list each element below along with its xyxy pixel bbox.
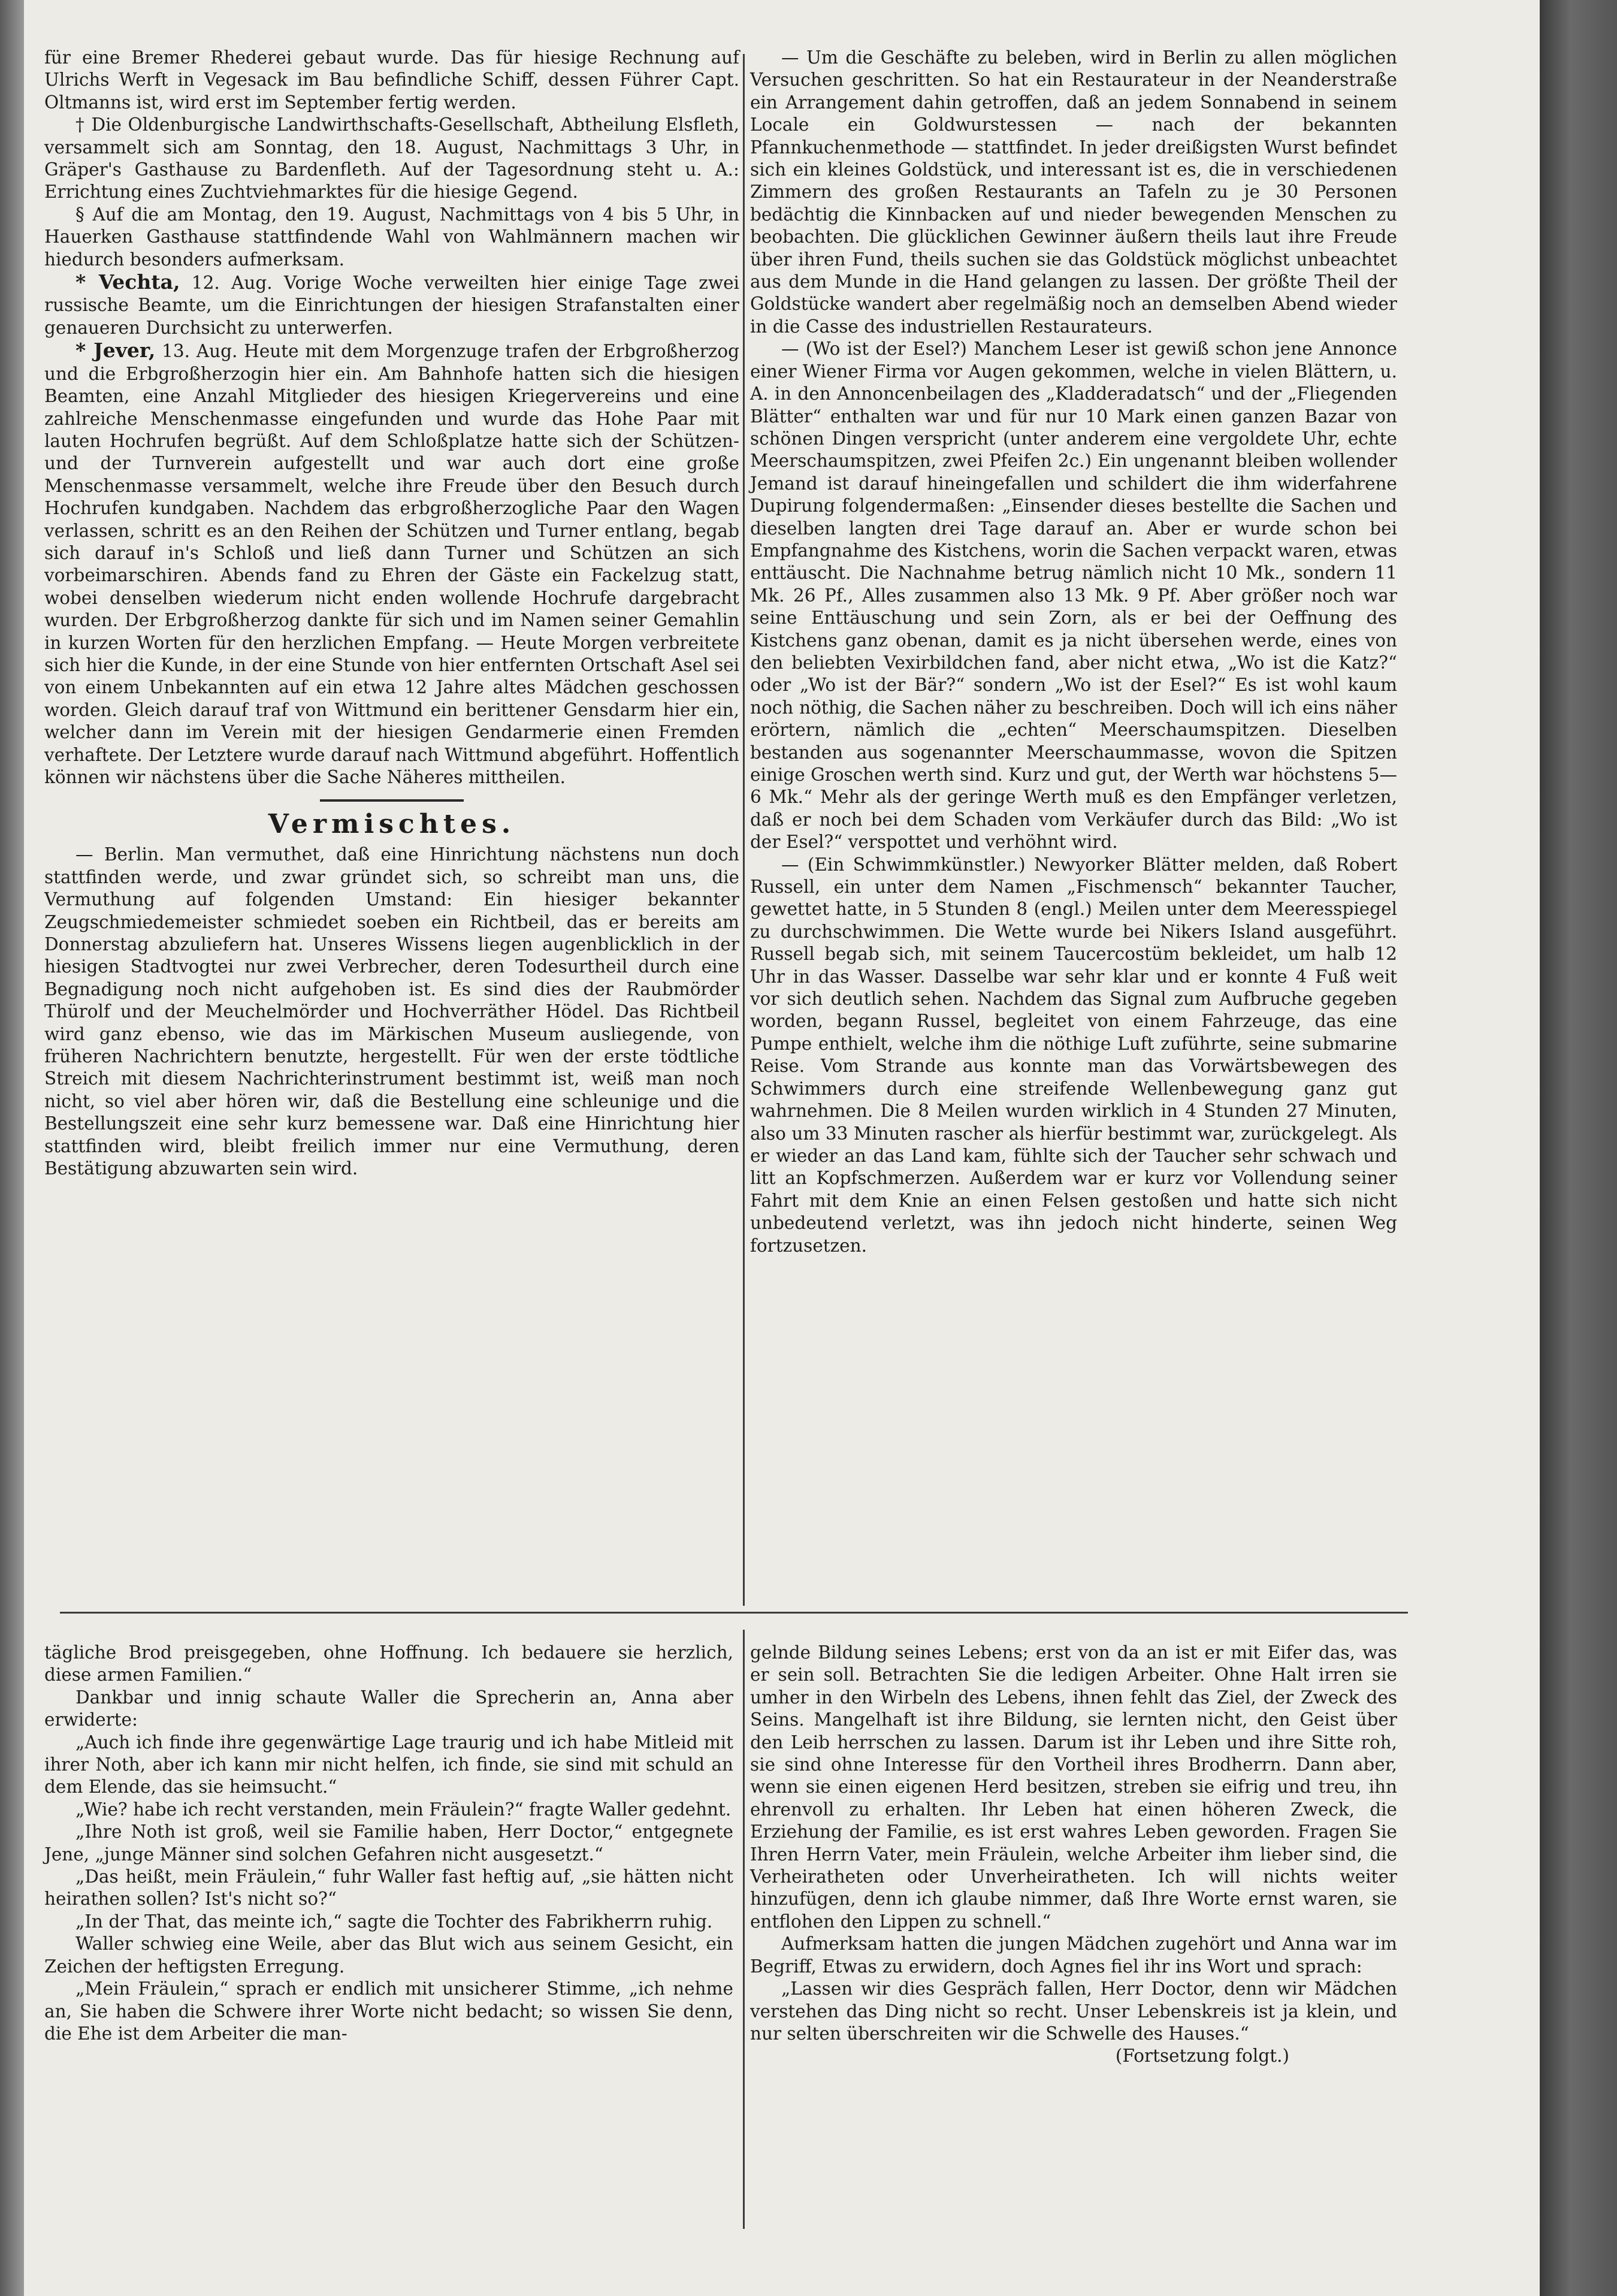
text-vechta: Vorige Woche verweilten hier einige Tage zwei russische Beamte, um die Einrichtungen der hiesigen Strafanstalten einer genaueren Durchsicht zu unterwerfen. [44, 273, 739, 338]
paragraph-jever [44, 339, 739, 789]
story-paragraph: Dankbar und innig schaute Waller die Sprecherin an, Anna aber erwiderte: [44, 1687, 733, 1730]
story-paragraph: „Ihre Noth ist groß, weil sie Familie haben, Herr Doctor,“ entgegnete Jene, „junge Männer sind solchen Gefahren nicht ausgesetzt.“ [44, 1821, 733, 1865]
feuilleton-divider [60, 1612, 1408, 1614]
column-rule-top [743, 54, 745, 1606]
dateline-vechta: * Vechta, [75, 270, 180, 294]
paragraph-ship: für eine Bremer Rhederei gebaut wurde. Das für hiesige Rechnung auf Ulrichs Werft in Vegesack im Bau befindliche Schiff, dessen Führer Capt. Oltmanns ist, wird erst im September fertig werden. [44, 47, 739, 113]
paragraph-vechta [44, 271, 739, 339]
continuation-note: (Fortsetzung folgt.) [1115, 2046, 1289, 2067]
paragraph-gold-sausage: — Um die Geschäfte zu beleben, wird in Berlin zu allen möglichen Versuchen geschritten. So hat ein Restaurateur in der Neanderstraße ein Arrangement dahin getroffen, daß an jedem Sonnabend in seinem Locale ein Goldwurstessen — nach der bekannten Pfannkuchenmethode — stattfindet. In jeder dreißigsten Wurst befindet sich ein kleines Goldstück, und interessant ist es, die in verschiedenen Zimmern des großen Restaurants an Tafeln zu je 30 Personen bedächtig die Kinnbacken auf und nieder bewegenden Menschen zu beobachten. Die glücklichen Gewinner äußern theils laut ihre Freude über ihren Fund, theils suchen sie das Goldstück möglichst unbeachtet aus dem Munde in die Hand gelangen zu lassen. Der größte Theil der Goldstücke wandert aber regelmäßig noch an demselben Abend wieder in die Casse des industriellen Restaurateurs. [750, 47, 1397, 337]
page-edge-shadow [1540, 0, 1617, 2296]
paragraph-swimmer: — (Ein Schwimmkünstler.) Newyorker Blätter melden, daß Robert Russell, ein unter dem Namen „Fischmensch“ bekannter Taucher, gewettet hatte, in 5 Stunden 8 (engl.) Meilen unter dem Meeresspiegel zu durchschwimmen. Die Wette wurde bei Nikers Island ausgeführt. Russell begab sich, mit seinem Taucercostüm bekleidet, um halb 12 Uhr in das Wasser. Dasselbe war sehr klar und er konnte 4 Fuß weit vor sich deutlich sehen. Nachdem das Signal zum Aufbruche gegeben worden, begann Russel, begleitet von einem Fahrzeuge, das eine Pumpe enthielt, welche ihm die nöthige Luft zuführte, seine submarine Reise. Vom Strande aus konnte man das Vorwärtsbewegen des Schwimmers durch eine streifende Wellenbewegung ganz gut wahrnehmen. Die 8 Meilen wurden wirklich in 4 Stunden 27 Minuten, also um 33 Minuten rascher als hierfür bestimmt war, zurückgelegt. Als er wieder an das Land kam, fühlte sich der Taucher sehr schwach und litt an Kopfschmerzen. Außerdem war er kurz vor Vollendung seiner Fahrt mit dem Knie an einen Felsen gestoßen und hatte sich nicht unbedeutend verletzt, was ihn jedoch nicht hinderte, seinen Weg fortzusetzen. [750, 854, 1397, 1256]
story-paragraph: tägliche Brod preisgegeben, ohne Hoffnung. Ich bedauere sie herzlich, diese armen Familien.“ [44, 1642, 733, 1685]
paragraph-berlin-execution: — Berlin. Man vermuthet, daß eine Hinrichtung nächstens nun doch stattfinden werde, und zwar gründet sich, so schreibt man uns, die Vermuthung auf folgenden Umstand: Ein hiesiger bekannter Zeugschmiedemeister schmiedet soeben ein Richtbeil, das er bereits am Donnerstag abzuliefern hat. Unseres Wissens liegen augenblicklich in der hiesigen Stadtvogtei nur zwei Verbrecher, deren Todesurtheil durch eine Begnadigung noch nicht aufgehoben ist. Es sind dies der Raubmörder Thürolf und der Meuchelmörder und Hochverräther Hödel. Das Richtbeil wird ganz ebenso, wie das im Märkischen Museum ausliegende, von früheren Nachrichtern benutzte, hergestellt. Für wen der erste tödtliche Streich mit diesem Nachrichterinstrument bestimmt ist, weiß man noch nicht, so viel aber hören wir, daß die Bestellung eine schleunige und die Bestellungszeit eine sehr kurz bemessene war. Daß eine Hinrichtung hier stattfinden wird, bleibt freilich immer nur eine Vermuthung, deren Bestätigung abzuwarten sein wird. [44, 844, 739, 1179]
story-paragraph: „Mein Fräulein,“ sprach er endlich mit unsicherer Stimme, „ich nehme an, Sie haben die Schwere ihrer Worte nicht bedacht; so wissen Sie denn, die Ehe ist dem Arbeiter die man- [44, 1978, 733, 2044]
date-vechta: 12. Aug. [180, 273, 284, 294]
story-paragraph: Waller schwieg eine Weile, aber das Blut wich aus seinem Gesicht, ein Zeichen der heftigsten Erregung. [44, 1934, 733, 1977]
column-bottom-right [750, 1642, 1397, 2068]
story-paragraph: „Auch ich finde ihre gegenwärtige Lage traurig und ich habe Mitleid mit ihrer Noth, aber ich kann mir nicht helfen, ich finde, sie sind mit schuld an dem Elende, das sie heimsucht.“ [44, 1732, 733, 1797]
date-jever: 13. Aug. [155, 341, 244, 362]
paragraph-election: § Auf die am Montag, den 19. August, Nachmittags von 4 bis 5 Uhr, in Hauerken Gasthause stattfindende Wahl von Wahlmännern machen wir hiedurch besonders aufmerksam. [44, 204, 739, 270]
paragraph-agricultural-society: † Die Oldenburgische Landwirthschafts-Gesellschaft, Abtheilung Elsfleth, versammelt sich am Sonntag, den 18. August, Nachmittags 3 Uhr, in Gräper's Gasthause zu Bardenfleth. Auf der Tagesordnung steht u. A.: Errichtung eines Zuchtviehmarktes für die hiesige Gegend. [44, 114, 739, 203]
column-bottom-left [44, 1642, 733, 2045]
story-paragraph: „Wie? habe ich recht verstanden, mein Fräulein?“ fragte Waller gedehnt. [75, 1799, 732, 1820]
section-divider [320, 799, 464, 802]
column-top-right [750, 47, 1397, 1257]
left-page-strip [0, 0, 24, 2296]
paragraph-where-is-donkey: — (Wo ist der Esel?) Manchem Leser ist gewiß schon jene Annonce einer Wiener Firma vor Augen gekommen, welche in vielen Blättern, u. A. in den Annoncenbeilagen des „Kladderadatsch“ und der „Fliegenden Blätter“ enthalten war und für nur 10 Mark einen ganzen Bazar von schönen Dingen verspricht (unter anderem eine vergoldete Uhr, echte Meerschaumspitzen, zwei Pfeifen 2c.) Ein ungenannt bleiben wollender Jemand ist darauf hineingefallen und schildert die ihm widerfahrene Dupirung folgendermaßen: „Einsender dieses bestellte die Sachen und dieselben langten drei Tage darauf an. Aber er wurde schon bei Empfangnahme des Kistchens, worin die Sachen verpackt waren, etwas enttäuscht. Die Nachnahme betrug nämlich nicht 10 Mk., sondern 11 Mk. 26 Pf., Alles zusammen also 13 Mk. 9 Pf. Aber größer noch war seine Enttäuschung und sein Zorn, als er bei der Oeffnung des Kistchens ganz obenan, damit es ja nicht übersehen werde, eines von den beliebten Vexirbildchen fand, aber nicht etwa, „Wo ist die Katz?“ oder „Wo ist der Bär?“ sondern „Wo ist der Esel?“ Es ist wohl kaum noch nöthig, die Sachen näher zu beschreiben. Doch will ich eins näher erörtern, nämlich die „echten“ Meerschaumspitzen. Dieselben bestanden aus sogenannter Meerschaummasse, wovon die Spitzen einige Groschen werth sind. Kurz und gut, der Werth war höchstens 5—6 Mk.“ Mehr als der geringe Werth muß es den Empfänger verletzen, daß er noch bei dem Schaden vom Verkäufer durch das Bild: „Wo ist der Esel?“ verspottet und verhöhnt wird. [750, 339, 1397, 853]
section-title: Vermischtes. [268, 809, 516, 840]
column-top-left [44, 47, 739, 1180]
story-paragraph: „Lassen wir dies Gespräch fallen, Herr Doctor, denn wir Mädchen verstehen das Ding nicht so recht. Unser Lebenskreis ist ja klein, und nur selten überschreiten wir die Schwelle des Hauses.“ [750, 1978, 1397, 2044]
text-jever: Heute mit dem Morgenzuge trafen der Erbgroßherzog und die Erbgroßherzogin hier ein. Am Bahnhofe hatten sich die hiesigen Beamten, eine Anzahl Mitglieder des hiesigen Kriegervereins und eine zahlreiche Menschenmasse eingefunden und wurde das Hohe Paar mit lauten Hochrufen begrüßt. Auf dem Schloßplatze hatte sich der Schützen- und der Turnverein aufgestellt und war auch dort eine große Menschenmasse versammelt, welche ihre Freude über den Besuch durch Hochrufen kundgaben. Nachdem das erbgroßherzogliche Paar den Wagen verlassen, schritt es an den Reihen der Schützen und Turner entlang, begab sich darauf in's Schloß und ließ dann Turner und Schützen an sich vorbeimarschiren. Abends fand zu Ehren der Gäste ein Fackelzug statt, wobei denselben wiederum nicht enden wollende Hochrufe dargebracht wurden. Der Erbgroßherzog dankte für sich und im Namen seiner Gemahlin in kurzen Worten für den herzlichen Empfang. — Heute Morgen verbreitete sich hier die Kunde, in der eine Stunde von hier entfernten Ortschaft Asel sei von einem Unbekannten auf ein etwa 12 Jahre altes Mädchen geschossen worden. Gleich darauf traf von Wittmund ein berittener Gensdarm hier ein, welcher dann im Verein mit der hiesigen Gendarmerie einen Fremden verhaftete. Der Letztere wurde darauf nach Wittmund abgeführt. Hoffentlich können wir nächstens über die Sache Näheres mittheilen. [44, 341, 739, 787]
story-paragraph: „In der That, das meinte ich,“ sagte die Tochter des Fabrikherrn ruhig. [75, 1911, 713, 1932]
column-rule-bottom [743, 1630, 745, 2229]
story-paragraph: Aufmerksam hatten die jungen Mädchen zugehört und Anna war im Begriff, Etwas zu erwidern, doch Agnes fiel ihr ins Wort und sprach: [750, 1934, 1397, 1977]
dateline-jever: * Jever, [75, 339, 156, 362]
story-paragraph: gelnde Bildung seines Lebens; erst von da an ist er mit Eifer das, was er sein soll. Betrachten Sie die ledigen Arbeiter. Ohne Halt irren sie umher in den Wirbeln des Lebens, ihnen fehlt das Ziel, der Zweck des Seins. Mangelhaft ist ihre Bildung, sie lernten nicht, den Geist über den Leib herrschen zu lassen. Darum ist ihr Leben und ihre Sitte roh, sie sind ohne Interesse für den Vortheil ihres Brodherrn. Dann aber, wenn sie einen eigenen Herd besitzen, streben sie eifrig und treu, ihn ehrenvoll zu erhalten. Ihr Leben hat einen höheren Zweck, die Erziehung der Familie, es ist erst wahres Leben geworden. Fragen Sie Ihren Herrn Vater, mein Fräulein, welche Arbeiter ihm lieber sind, die Verheiratheten oder Unverheiratheten. Ich will nichts weiter hinzufügen, denn ich glaube nimmer, daß Ihre Worte ernst waren, sie entflohen den Lippen zu schnell.“ [750, 1642, 1397, 1932]
story-paragraph: „Das heißt, mein Fräulein,“ fuhr Waller fast heftig auf, „sie hätten nicht heirathen sollen? Ist's nicht so?“ [44, 1866, 733, 1910]
